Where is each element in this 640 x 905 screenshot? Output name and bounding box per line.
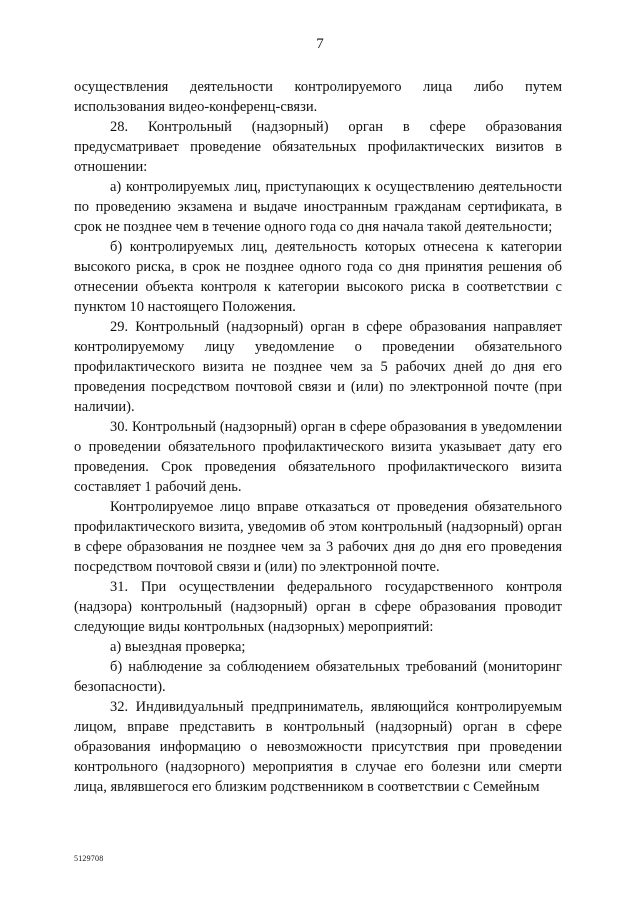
- paragraph-29: 29. Контрольный (надзорный) орган в сфере образования направляет контролируемому лицу уведомление о проведении обязательного профилактического визита не позднее чем за 5 рабочих дней до дня его проведения посредством почтовой связи и (или) по электронной почте (при наличии).: [74, 319, 562, 415]
- document-body: [74, 77, 562, 797]
- page-number: 7: [316, 36, 324, 52]
- paragraph-31-a: а) выездная проверка;: [110, 639, 246, 655]
- paragraph-30: 30. Контрольный (надзорный) орган в сфере образования в уведомлении о проведении обязательного профилактического визита указывает дату его проведения. Срок проведения обязательного профилактического визита составляет 1 рабочий день.: [74, 419, 562, 495]
- paragraph-28-a: а) контролируемых лиц, приступающих к осуществлению деятельности по проведению экзамена и выдаче иностранным гражданам сертификата, в срок не позднее чем в течение одного года со дня начала такой деятельности;: [74, 179, 562, 235]
- paragraph-28: 28. Контрольный (надзорный) орган в сфере образования предусматривает проведение обязательных профилактических визитов в отношении:: [74, 119, 562, 175]
- document-id: 5129708: [74, 854, 104, 863]
- paragraph-32: 32. Индивидуальный предприниматель, являющийся контролируемым лицом, вправе представить в контрольный (надзорный) орган в сфере образования информацию о невозможности присутствия при проведении контрольного (надзорного) мероприятия в случае его болезни или смерти лица, являвшегося его близким родственником в соответствии с Семейным: [74, 699, 562, 795]
- paragraph-31-b: б) наблюдение за соблюдением обязательных требований (мониторинг безопасности).: [74, 659, 562, 695]
- paragraph-31: 31. При осуществлении федерального государственного контроля (надзора) контрольный (надзорный) орган в сфере образования проводит следующие виды контрольных (надзорных) мероприятий:: [74, 579, 562, 635]
- paragraph-30-refusal: Контролируемое лицо вправе отказаться от проведения обязательного профилактического визита, уведомив об этом контрольный (надзорный) орган в сфере образования не позднее чем за 3 рабочих дня до дня его проведения посредством почтовой связи и (или) по электронной почте.: [74, 499, 562, 575]
- paragraph-28-b: б) контролируемых лиц, деятельность которых отнесена к категории высокого риска, в срок не позднее одного года со дня принятия решения об отнесении объекта контроля к категории высокого риска в соответствии с пунктом 10 настоящего Положения.: [74, 239, 562, 315]
- paragraph-continuation: осуществления деятельности контролируемого лица либо путем использования видео-конференц-связи.: [74, 79, 562, 115]
